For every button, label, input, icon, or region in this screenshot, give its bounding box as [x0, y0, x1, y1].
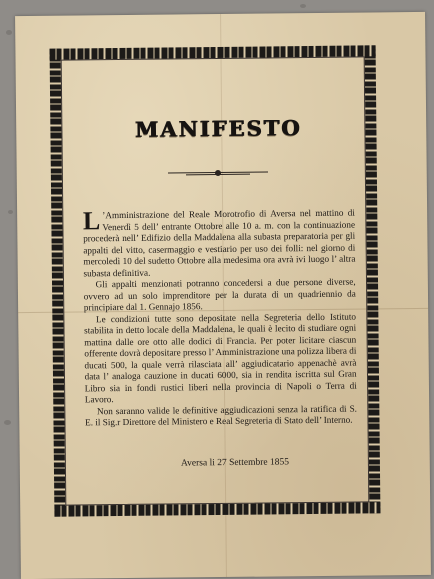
- date-line: Aversa li 27 Settembre 1855: [180, 457, 290, 469]
- title-divider: [168, 169, 268, 176]
- document-body: [83, 208, 357, 429]
- divider-ornament: [215, 170, 221, 176]
- paragraph: [83, 208, 356, 280]
- background-stone: [8, 210, 13, 214]
- background-stone: [300, 4, 306, 8]
- background-stone: [6, 30, 12, 35]
- paragraph-text: ’Amministrazione del Reale Morotrofio di Aversa nel mattino di Venerdì 5 dell’ entrante Ottobre alle 10 a. m. con la continuazione procederà nell’ Edifizio della Maddalena alla subasta preparatoria per gli appalti del vitto, casermaggio e vestiario per uso dei folli: nel giorno di mercoledì 10 del sudetto Ottobre alla medesima ora avrà ivi luogo l’ altra subasta definitiva.: [83, 207, 356, 278]
- background-stone: [4, 420, 11, 425]
- paragraph: Non saranno valide le definitive aggiudicazioni senza la ratifica di S. E. il Sig.r Direttore del Ministero e Real Segreteria di Stato dell’ Interno.: [85, 403, 358, 428]
- paragraph: Le condizioni tutte sono depositate nella Segreteria dello Istituto stabilita in detto locale della Maddalena, le quali è lecito di studiare ogni mattina dalle ore otto alle dodici di Francia. Per poter licitare ciascun offerente dovrà depositare presso l’ Amministrazione una polizza libera di ducati 500, la quale verrà rilasciata all’ aggiudicatario appenachè avrà data l’ analoga cauzione in ducati 6000, sia in rendita iscritta sul Gran Libro sia in fondi rustici liberi nella provincia di Napoli o Terra di Lavoro.: [84, 311, 357, 405]
- document-title: MANIFESTO: [134, 115, 302, 142]
- paragraph: Gli appalti menzionati potranno concedersi a due persone diverse, ovvero ad un solo imprenditore per la durata di un quadriennio da principiare dal 1. Gennajo 1856.: [83, 276, 356, 313]
- drop-cap: L: [82, 206, 101, 236]
